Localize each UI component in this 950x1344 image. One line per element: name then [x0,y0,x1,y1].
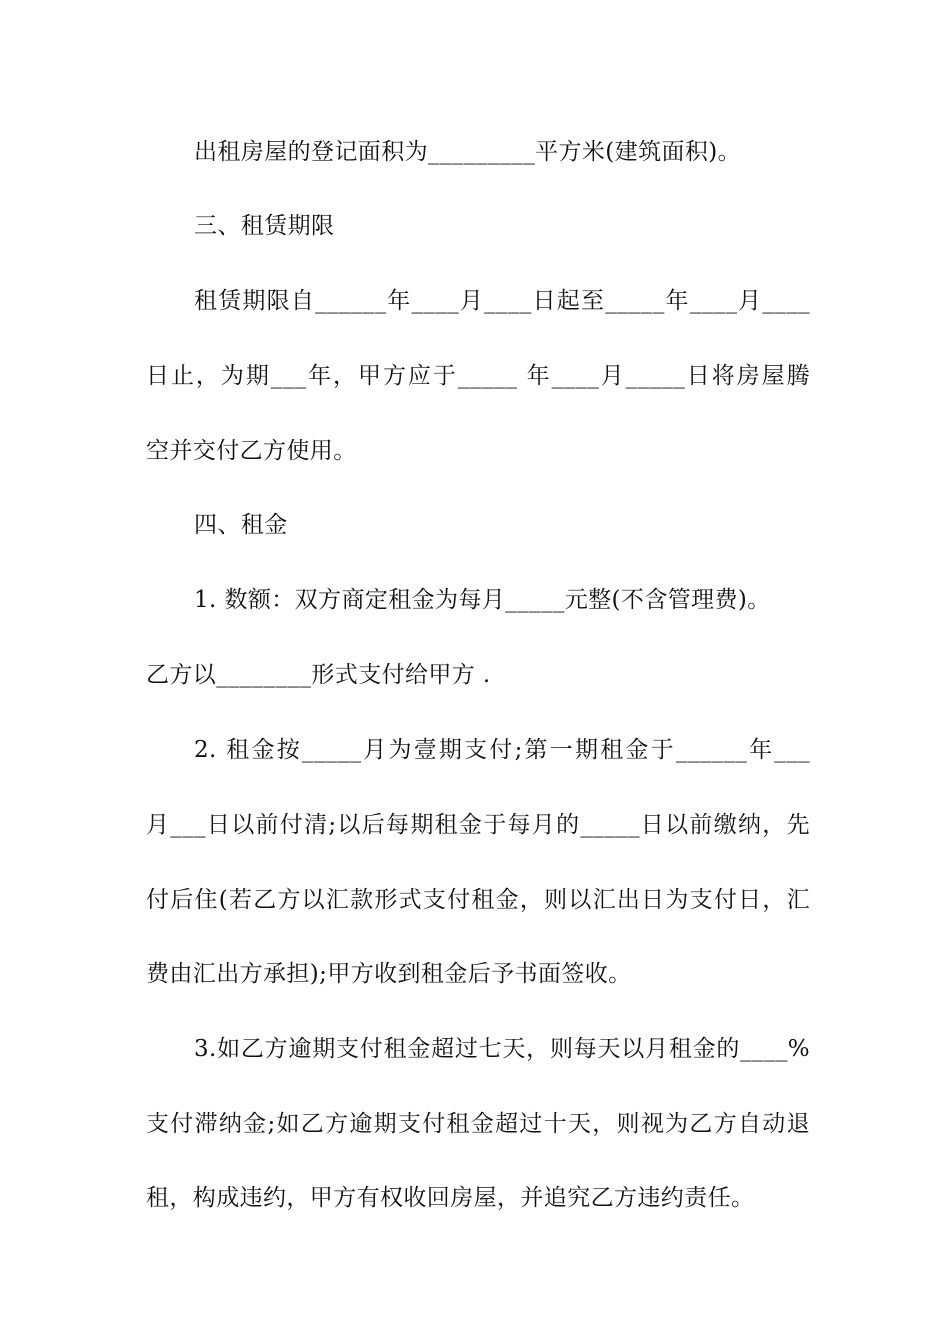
rent-amount-line: 1. 数额：双方商定租金为每月_____元整(不含管理费)。 [194,587,771,613]
lease-term-line-3: 空并交付乙方使用。 [146,438,357,464]
payment-form-line: 乙方以________形式支付给甲方 . [146,662,491,688]
registered-area-line: 出租房屋的登记面积为_________平方米(建筑面积)。 [194,139,742,165]
section-heading-rent: 四、租金 [194,512,288,538]
lease-term-line-2: 日止，为期___年，甲方应于_____ 年____月_____日将房屋腾 [146,363,810,389]
section-heading-lease-term: 三、租赁期限 [194,213,335,239]
late-payment-line-2: 支付滞纳金;如乙方逾期支付租金超过十天，则视为乙方自动退 [146,1111,810,1137]
payment-period-line-4: 费由汇出方承担);甲方收到租金后予书面签收。 [146,961,632,987]
lease-term-line-1: 租赁期限自______年____月____日起至_____年____月____ [194,288,810,314]
payment-period-line-3: 付后住(若乙方以汇款形式支付租金，则以汇出日为支付日，汇 [146,887,810,913]
payment-period-line-2: 月___日以前付清;以后每期租金于每月的_____日以前缴纳，先 [146,812,810,838]
late-payment-line-3: 租，构成违约，甲方有权收回房屋，并追究乙方违约责任。 [146,1185,755,1211]
payment-period-line-1: 2. 租金按_____月为壹期支付;第一期租金于______年___ [194,737,810,763]
late-payment-line-1: 3.如乙方逾期支付租金超过七天，则每天以月租金的____% [194,1036,810,1062]
